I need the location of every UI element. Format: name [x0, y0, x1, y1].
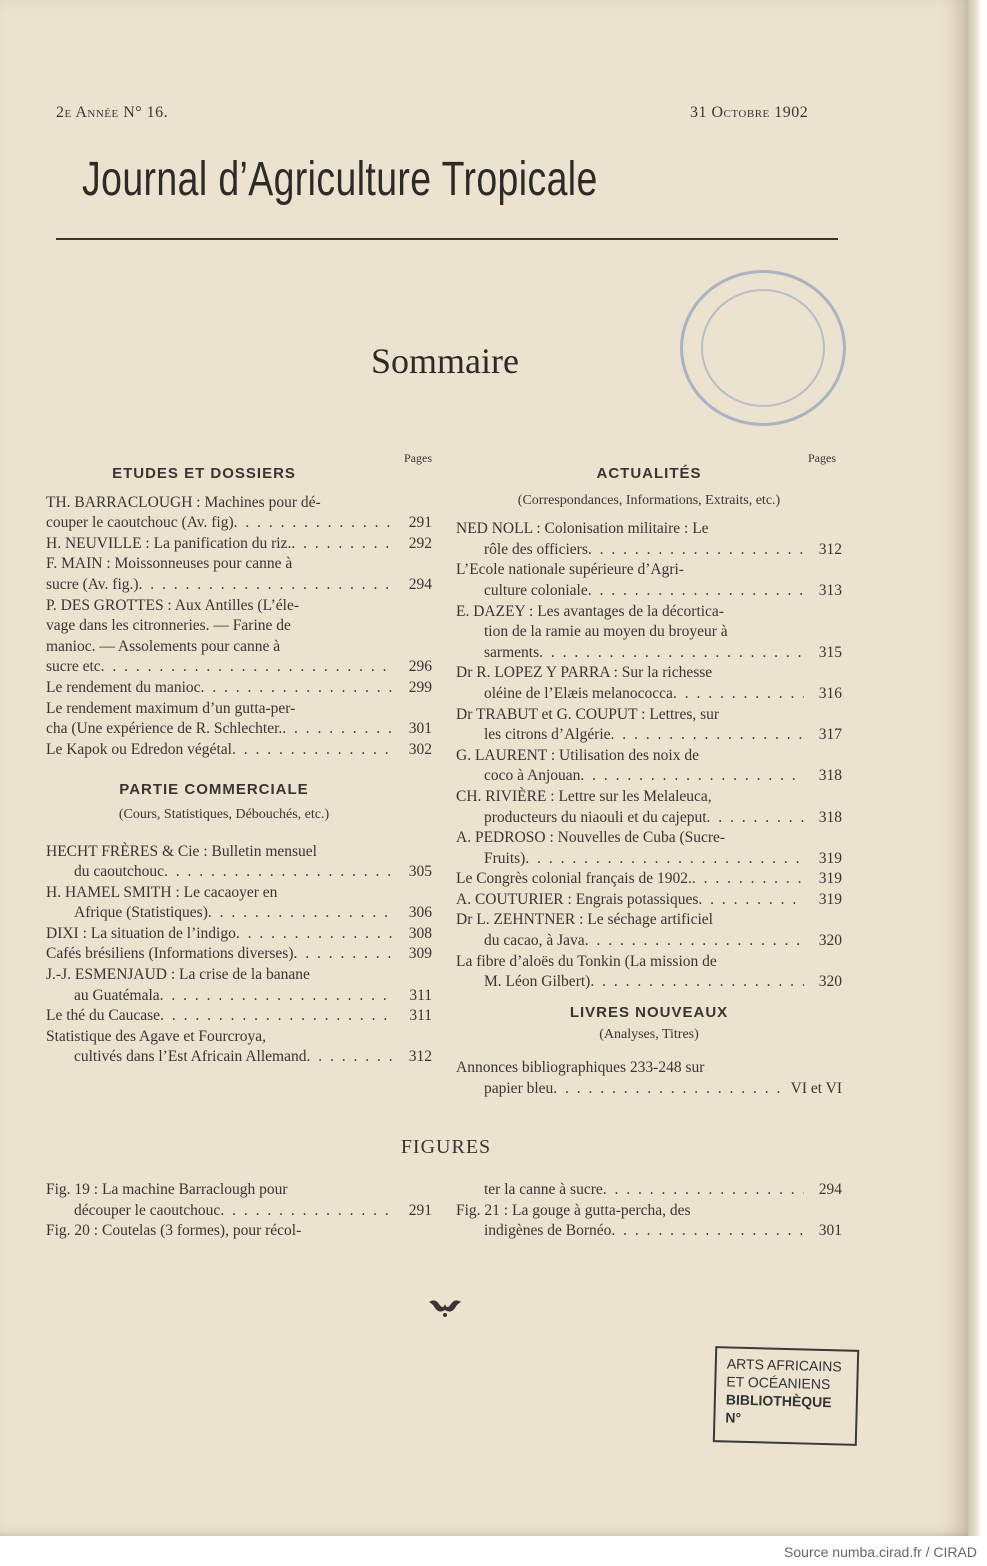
livres-subtitle: (Analyses, Titres) [599, 1027, 699, 1043]
figure-entry[interactable]: Fig. 21 : La gouge à gutta-percha, des indigènes de Bornéo . . . 301 [456, 1201, 842, 1242]
toc-entry[interactable]: Le rendement du manioc . . . 299 [46, 678, 432, 699]
toc-entry[interactable]: Le thé du Caucase . . . 311 [46, 1006, 432, 1027]
figures-right: ter la canne à sucre . . . 294 Fig. 21 : La gouge à gutta-percha, des indigènes de Bornéo . . . 301 [456, 1180, 842, 1242]
left-column [46, 448, 432, 1068]
actualites-subtitle: (Correspondances, Informations, Extraits, etc.) [517, 492, 781, 508]
toc-entry[interactable]: L’Ecole nationale supérieure d’Agri- culture coloniale . . . 313 [456, 560, 842, 601]
toc-entry[interactable]: CH. RIVIÈRE : Lettre sur les Melaleuca, producteurs du niaouli et du cajeput . . . 318 [456, 787, 842, 828]
library-stamp: ARTS AFRICAINS ET OCÉANIENS BIBLIOTHÈQUE N° [713, 1346, 859, 1446]
figure-entry[interactable]: Fig. 20 : Coutelas (3 formes), pour récol- [46, 1222, 302, 1240]
journal-title: Journal d’Agriculture Tropicale [82, 153, 598, 206]
toc-entry[interactable]: F. MAIN : Moissonneuses pour canne à sucre (Av. fig.) . . . 294 [46, 554, 432, 595]
figures-left [46, 1180, 432, 1242]
commerciale-subtitle: (Cours, Statistiques, Débouchés, etc.) [118, 806, 330, 822]
title-rule [56, 238, 838, 240]
etudes-heading: ETUDES ET DOSSIERS [112, 465, 296, 482]
toc-entry[interactable]: E. DAZEY : Les avantages de la décortica- tion de la ramie au moyen du broyeur à sarments . . . 315 [456, 602, 842, 664]
toc-entry[interactable]: Le Congrès colonial français de 1902. . . . 319 [456, 869, 842, 890]
toc-entry[interactable]: P. DES GROTTES : Aux Antilles (L’éle- vage dans les citronneries. — Farine de manioc. — Assolements pour canne à sucre etc . . . 296 [46, 596, 432, 678]
page-edge [968, 0, 982, 1536]
toc-entry[interactable]: H. NEUVILLE : La panification du riz. . . . 292 [46, 534, 432, 555]
toc-entry[interactable]: H. HAMEL SMITH : Le cacaoyer en Afrique (Statistiques) . . . 306 [46, 883, 432, 924]
commerciale-heading: PARTIE COMMERCIALE [119, 781, 309, 799]
figure-entry[interactable]: Fig. 19 : La machine Barraclough pour découper le caoutchouc . . . 291 [46, 1180, 432, 1221]
toc-entry[interactable]: La fibre d’aloës du Tonkin (La mission de M. Léon Gilbert) . . . 320 [456, 952, 842, 993]
toc-entry[interactable]: A. COUTURIER : Engrais potassiques . . . 319 [456, 890, 842, 911]
source-note: Source numba.cirad.fr / CIRAD [784, 1544, 977, 1560]
toc-entry[interactable]: Le rendement maximum d’un gutta-per- cha (Une expérience de R. Schlechter. . . . 301 [46, 699, 432, 740]
actualites-heading: ACTUALITÉS [596, 465, 702, 482]
issue-number: 2e Année N° 16. [56, 104, 169, 121]
sommaire-title: Sommaire [371, 341, 519, 381]
toc-entry[interactable]: TH. BARRACLOUGH : Machines pour dé- couper le caoutchouc (Av. fig) . . . 291 [46, 493, 432, 534]
toc-entry[interactable]: Le Kapok ou Edredon végétal . . . 302 [46, 740, 432, 761]
toc-entry[interactable]: Dr R. LOPEZ Y PARRA : Sur la richesse oléine de l’Elæis melanococca . . . 316 [456, 663, 842, 704]
right-column [456, 448, 842, 1099]
toc-entry[interactable]: HECHT FRÈRES & Cie : Bulletin mensuel du caoutchouc . . . 305 [46, 842, 432, 883]
issue-date: 31 Octobre 1902 [690, 104, 809, 121]
toc-entry[interactable]: J.-J. ESMENJAUD : La crise de la banane au Guatémala . . . 311 [46, 965, 432, 1006]
pages-label-right: Pages [808, 451, 836, 465]
fleuron-ornament-icon [425, 1296, 465, 1320]
toc-entry[interactable]: NED NOLL : Colonisation militaire : Le rôle des officiers . . . 312 [456, 519, 842, 560]
toc-entry[interactable]: A. PEDROSO : Nouvelles de Cuba (Sucre- Fruits) . . . 319 [456, 828, 842, 869]
livres-heading: LIVRES NOUVEAUX [569, 1003, 729, 1021]
toc-entry[interactable]: Dr TRABUT et G. COUPUT : Lettres, sur les citrons d’Algérie . . . 317 [456, 705, 842, 746]
figures-heading: FIGURES [400, 1136, 492, 1158]
toc-entry[interactable]: Cafés brésiliens (Informations diverses) . . . 309 [46, 944, 432, 965]
toc-entry[interactable]: Dr L. ZEHNTNER : Le séchage artificiel du cacao, à Java . . . 320 [456, 910, 842, 951]
toc-entry[interactable]: DIXI : La situation de l’indigo . . . 308 [46, 924, 432, 945]
toc-entry[interactable]: G. LAURENT : Utilisation des noix de coco à Anjouan . . . 318 [456, 746, 842, 787]
toc-entry[interactable]: Statistique des Agave et Fourcroya, cultivés dans l’Est Africain Allemand . . . 312 [46, 1027, 432, 1068]
pages-label-left: Pages [404, 451, 432, 465]
toc-entry[interactable]: Annonces bibliographiques 233-248 sur papier bleu . . . VI et VI [456, 1058, 842, 1099]
